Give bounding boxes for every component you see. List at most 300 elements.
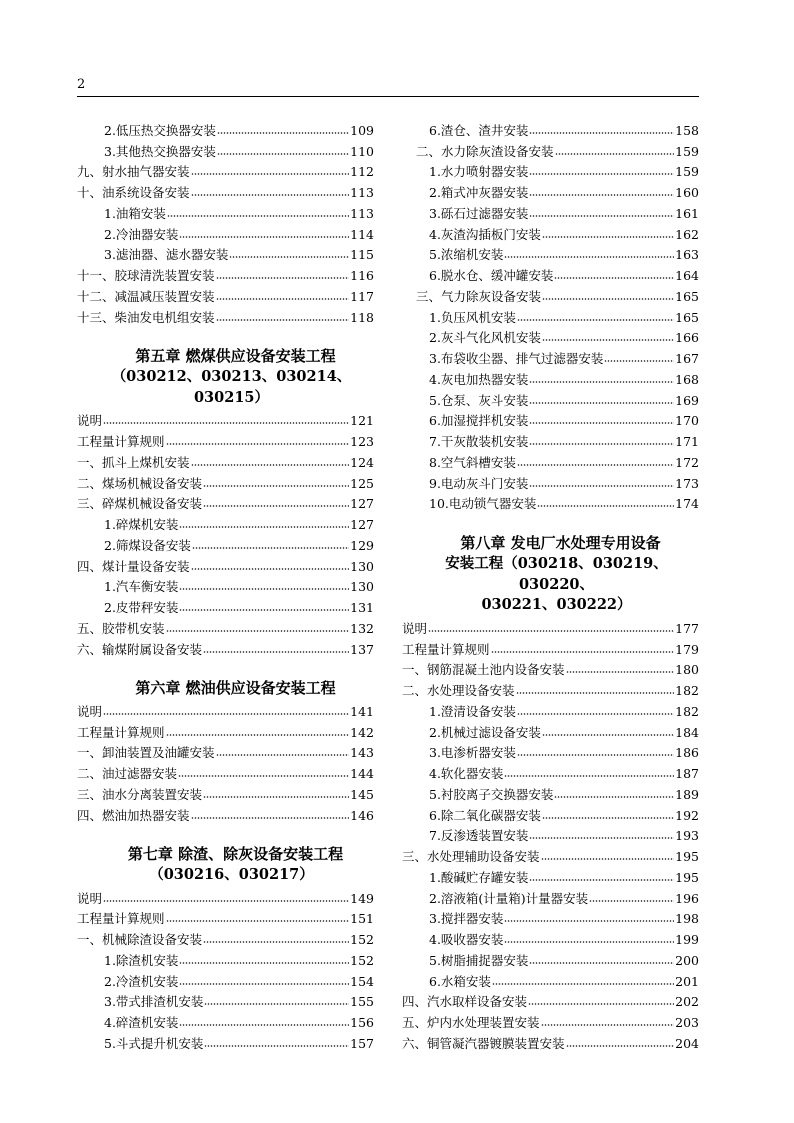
toc-entry[interactable] [77,595,374,616]
toc-entry-page-number: 166 [675,330,699,346]
header-rule [77,96,699,97]
toc-entry-title: 九、射水抽气器安装 [77,164,190,180]
dot-leader [203,650,349,654]
toc-entry-page-number: 196 [675,890,699,906]
toc-entry-page-number: 179 [675,641,699,657]
toc-entry-page-number: 121 [350,413,374,429]
dot-leader [217,131,349,135]
toc-entry[interactable] [77,222,374,243]
toc-entry[interactable] [402,284,699,305]
dot-leader [191,816,350,820]
toc-entry-page-number: 144 [350,766,374,781]
dot-leader [554,795,674,799]
toc-entry-title: 1.油箱安装 [104,205,166,221]
spacer [77,658,374,679]
toc-entry-title: 说明 [402,620,428,636]
dot-leader [529,131,674,135]
dot-leader [529,172,674,176]
toc-entry-page-number: 174 [675,496,699,512]
dot-leader [589,899,674,903]
toc-entry-title: 二、水处理设备安装 [402,683,515,698]
toc-entry[interactable] [77,492,374,513]
toc-entry-title: 3.滤油器、滤水器安装 [104,247,229,263]
toc-entry-page-number: 112 [350,164,374,180]
toc-entry-title: 2.冷油器安装 [104,226,179,242]
chapter-title: 第五章 燃煤供应设备安装工程 [135,347,336,366]
toc-entry[interactable] [402,450,699,471]
dot-leader [529,193,674,197]
toc-entry[interactable] [402,720,699,741]
chapter-title: 第八章 发电厂水处理专用设备 [460,534,661,552]
toc-entry-title: 一、抓斗上煤机安装 [77,454,190,470]
toc-entry-page-number: 137 [350,641,374,657]
toc-entry-page-number: 159 [675,143,699,159]
dot-leader [203,795,349,799]
dot-leader [529,878,674,882]
toc-entry-title: 一、卸油装置及油罐安装 [77,745,215,761]
toc-entry-title: 说明 [77,413,103,429]
toc-entry-title: 3.搅拌器安装 [429,911,504,927]
toc-entry-title: 三、水处理辅助设备安装 [402,849,540,864]
toc-entry-page-number: 125 [350,475,374,491]
toc-entry-page-number: 115 [350,247,374,263]
toc-entry-page-number: 169 [675,392,699,408]
toc-entry-title: 十一、胶球清洗装置安装 [77,268,215,283]
toc-entry-page-number: 201 [675,973,699,989]
toc-entry-title: 四、汽水取样设备安装 [402,994,528,1010]
toc-entry-page-number: 124 [350,454,374,470]
toc-entry-title: 4.碎渣机安装 [104,1015,179,1030]
toc-entry[interactable] [402,927,699,948]
toc-entry-page-number: 164 [675,268,699,283]
dot-leader [529,961,674,965]
toc-entry[interactable] [402,969,699,990]
dot-leader [504,774,674,778]
toc-entry-title: 2.皮带秤安装 [104,600,179,615]
toc-entry-page-number: 118 [350,309,374,325]
dot-leader [191,567,350,571]
toc-entry[interactable] [402,118,699,139]
toc-entry-title: 3.带式排渣机安装 [104,994,204,1010]
dot-leader [541,1023,675,1027]
toc-entry[interactable] [402,471,699,492]
dot-leader [491,650,675,654]
toc-entry-page-number: 130 [350,558,374,574]
toc-entry-page-number: 145 [350,786,374,802]
toc-entry-page-number: 184 [675,724,699,740]
toc-entry-page-number: 187 [675,766,699,781]
toc-entry-title: 工程量计算规则 [402,641,490,657]
dot-leader [179,235,349,239]
toc-entry[interactable] [402,844,699,865]
page-number: 2 [77,77,86,92]
toc-entry[interactable] [77,201,374,222]
toc-entry-title: 工程量计算规则 [77,911,165,927]
toc-entry[interactable] [77,927,374,948]
toc-entry-title: 1.水力喷射器安装 [429,164,529,180]
toc-entry[interactable] [402,388,699,409]
toc-entry-page-number: 116 [350,268,374,283]
toc-entry[interactable] [402,180,699,201]
toc-entry-title: 1.汽车衡安装 [104,579,179,595]
toc-entry-page-number: 159 [675,164,699,180]
toc-entry-page-number: 131 [350,600,374,615]
toc-entry-page-number: 127 [350,496,374,512]
dot-leader [166,733,350,737]
toc-entry-title: 1.碎煤机安装 [104,517,179,532]
chapter-subtitle: （030212、030213、030214、030215） [111,368,352,406]
toc-entry[interactable] [402,492,699,513]
spacer [77,326,374,347]
toc-entry[interactable] [402,201,699,222]
toc-entry-title: 6.水箱安装 [429,973,491,989]
toc-entry-page-number: 163 [675,247,699,263]
dot-leader [504,940,674,944]
dot-leader [179,982,349,986]
dot-leader [203,504,349,508]
toc-right-column [402,118,699,1052]
toc-entry-title: 1.澄清设备安装 [429,703,516,719]
toc-entry-title: 2.灰斗气化风机安装 [429,330,541,346]
toc-entry-title: 6.渣仓、渣井安装 [429,122,529,138]
toc-entry-page-number: 177 [675,620,699,636]
dot-leader [529,442,674,446]
toc-entry[interactable] [402,699,699,720]
toc-entry-title: 6.除二氧化碳器安装 [429,807,541,823]
toc-entry-page-number: 129 [350,537,374,553]
toc-entry[interactable] [77,284,374,305]
toc-entry-page-number: 161 [675,205,699,221]
toc-entry[interactable] [402,243,699,264]
dot-leader [542,235,674,239]
toc-entry[interactable] [77,575,374,596]
toc-entry[interactable] [77,699,374,720]
toc-entry-page-number: 110 [350,143,374,159]
toc-entry-page-number: 114 [350,226,374,242]
toc-entry[interactable] [402,803,699,824]
toc-entry[interactable] [77,616,374,637]
toc-entry[interactable] [77,761,374,782]
toc-entry[interactable] [402,907,699,928]
toc-entry-page-number: 199 [675,932,699,947]
toc-entry-page-number: 162 [675,226,699,242]
dot-leader [216,276,350,280]
toc-entry[interactable] [77,886,374,907]
toc-entry[interactable] [402,741,699,762]
toc-entry[interactable] [402,886,699,907]
dot-leader [191,172,350,176]
dot-leader [191,463,350,467]
toc-entry-page-number: 157 [350,1035,374,1051]
toc-entry-title: 7.干灰散装机安装 [429,434,529,449]
toc-entry-title: 7.反渗透装置安装 [429,828,529,844]
toc-entry[interactable] [402,160,699,181]
dot-leader [217,152,349,156]
toc-entry-title: 6.脱水仓、缓冲罐安装 [429,268,554,283]
toc-entry[interactable] [402,305,699,326]
toc-entry[interactable] [402,1010,699,1031]
dot-leader [216,318,350,322]
toc-entry-title: 2.箱式冲灰器安装 [429,185,529,200]
toc-entry[interactable] [77,554,374,575]
dot-leader [528,1002,674,1006]
toc-entry-title: 1.负压风机安装 [429,309,516,325]
toc-entry-page-number: 130 [350,579,374,595]
toc-entry-title: 十三、柴油发电机组安装 [77,309,215,325]
dot-leader [554,276,674,280]
dot-leader [529,380,674,384]
dot-leader [203,484,349,488]
toc-entry-title: 4.灰电加热器安装 [429,371,529,387]
toc-entry[interactable] [77,429,374,450]
dot-leader [529,421,674,425]
toc-entry-page-number: 132 [350,620,374,636]
toc-entry-page-number: 195 [675,849,699,864]
dot-leader [179,608,349,612]
toc-entry[interactable] [402,346,699,367]
toc-entry-page-number: 152 [350,952,374,968]
dot-leader [179,587,349,591]
toc-entry[interactable] [77,533,374,554]
toc-entry-page-number: 117 [350,288,374,304]
toc-entry-title: 五、胶带机安装 [77,620,165,636]
dot-leader [517,463,674,467]
toc-entry-title: 四、燃油加热器安装 [77,807,190,823]
toc-entry-title: 1.酸碱贮存罐安装 [429,869,529,885]
toc-entry[interactable] [77,118,374,139]
toc-entry[interactable] [402,782,699,803]
toc-entry-page-number: 142 [350,724,374,740]
toc-entry-page-number: 165 [675,288,699,304]
toc-entry-page-number: 109 [350,122,374,138]
toc-entry-page-number: 182 [675,703,699,719]
toc-entry-page-number: 165 [675,309,699,325]
toc-entry-title: 5.斗式提升机安装 [104,1035,204,1051]
dot-leader [204,1002,349,1006]
toc-entry-page-number: 198 [675,911,699,927]
toc-entry[interactable] [402,616,699,637]
toc-entry-title: 说明 [77,703,103,719]
toc-entry-title: 二、油过滤器安装 [77,766,178,781]
toc-entry-page-number: 172 [675,454,699,470]
toc-entry[interactable] [77,263,374,284]
toc-entry-page-number: 180 [675,662,699,678]
chapter-title: 第六章 燃油供应设备安装工程 [135,679,336,698]
dot-leader [504,255,674,259]
toc-entry-title: 十、油系统设备安装 [77,185,190,200]
toc-entry-title: 一、机械除渣设备安装 [77,932,203,947]
dot-leader [492,982,674,986]
toc-entry-page-number: 170 [675,413,699,429]
dot-leader [103,712,349,716]
dot-leader [537,504,674,508]
toc-entry[interactable] [402,948,699,969]
toc-entry[interactable] [402,263,699,284]
dot-leader [529,214,674,218]
toc-entry[interactable] [402,222,699,243]
toc-entry[interactable] [77,990,374,1011]
toc-entry-title: 2.机械过滤设备安装 [429,724,541,740]
toc-entry-title: 2.溶液箱(计量箱)计量器安装 [429,890,589,906]
toc-entry[interactable] [77,409,374,430]
toc-entry-title: 2.低压热交换器安装 [104,122,216,138]
toc-entry[interactable] [77,512,374,533]
toc-entry[interactable] [402,658,699,679]
toc-entry-title: 3.布袋收尘器、排气过滤器安装 [429,351,604,366]
toc-entry[interactable] [77,948,374,969]
toc-entry-page-number: 149 [350,890,374,906]
dot-leader [541,857,675,861]
toc-entry[interactable] [402,367,699,388]
dot-leader [229,255,349,259]
dot-leader [542,733,674,737]
toc-entry[interactable] [402,326,699,347]
dot-leader [166,442,350,446]
toc-entry[interactable] [77,720,374,741]
toc-entry[interactable] [402,637,699,658]
toc-entry[interactable] [77,305,374,326]
toc-entry-title: 3.电渗析器安装 [429,745,516,761]
dot-leader [566,1044,675,1048]
chapter-subtitle: 030221、030222） [481,596,632,614]
toc-entry-page-number: 160 [675,185,699,200]
toc-entry[interactable] [402,990,699,1011]
toc-entry[interactable] [77,637,374,658]
toc-entry[interactable] [77,450,374,471]
toc-entry[interactable] [77,782,374,803]
toc-entry[interactable] [77,180,374,201]
spacer [402,512,699,533]
dot-leader [542,338,674,342]
toc-entry-page-number: 113 [350,185,374,200]
dot-leader [529,484,674,488]
toc-entry-page-number: 193 [675,828,699,844]
dot-leader [517,753,674,757]
toc-entry-title: 三、碎煤机械设备安装 [77,496,203,512]
toc-entry[interactable] [402,139,699,160]
toc-entry-title: 1.除渣机安装 [104,952,179,968]
toc-entry-title: 三、油水分离装置安装 [77,786,203,802]
toc-entry-title: 5.仓泵、灰斗安装 [429,392,529,408]
toc-entry-title: 说明 [77,890,103,906]
toc-entry[interactable] [77,969,374,990]
dot-leader [103,421,349,425]
toc-entry[interactable] [402,761,699,782]
toc-entry-page-number: 156 [350,1015,374,1030]
toc-entry-title: 十二、减温减压装置安装 [77,288,215,304]
chapter-subtitle: （030216、030217） [149,866,314,883]
toc-entry-page-number: 171 [675,434,699,449]
toc-entry-page-number: 189 [675,786,699,802]
toc-left-column [77,118,374,1052]
dot-leader [529,401,674,405]
toc-entry[interactable] [77,1031,374,1052]
toc-entry-title: 工程量计算规则 [77,434,165,449]
dot-leader [517,318,674,322]
toc-entry[interactable] [77,243,374,264]
dot-leader [542,816,674,820]
toc-entry-title: 9.电动灰斗门安装 [429,475,529,491]
toc-entry-title: 2.冷渣机安装 [104,973,179,989]
toc-entry-title: 4.软化器安装 [429,766,504,781]
toc-entry[interactable] [77,139,374,160]
dot-leader [516,691,675,695]
toc-entry[interactable] [402,678,699,699]
toc-entry-title: 6.加湿搅拌机安装 [429,413,529,429]
toc-entry-title: 一、钢筋混凝土池内设备安装 [402,662,565,678]
toc-entry-page-number: 195 [675,869,699,885]
toc-entry-page-number: 173 [675,475,699,491]
toc-entry[interactable] [402,824,699,845]
toc-entry-page-number: 152 [350,932,374,947]
toc-entry[interactable] [402,429,699,450]
toc-entry-page-number: 158 [675,122,699,138]
dot-leader [179,1023,349,1027]
dot-leader [179,525,349,529]
dot-leader [529,836,674,840]
toc-entry[interactable] [77,1010,374,1031]
toc-entry-title: 三、气力除灰设备安装 [416,288,542,304]
dot-leader [179,961,349,965]
toc-entry[interactable] [77,741,374,762]
toc-entry-page-number: 143 [350,745,374,761]
toc-entry-title: 5.浓缩机安装 [429,247,504,263]
toc-entry[interactable] [77,907,374,928]
dot-leader [216,753,350,757]
toc-entry-title: 3.其他热交换器安装 [104,143,216,159]
toc-entry[interactable] [77,471,374,492]
toc-entry-title: 二、水力除灰渣设备安装 [416,143,554,159]
toc-entry-page-number: 154 [350,973,374,989]
toc-entry-page-number: 168 [675,371,699,387]
toc-entry-page-number: 204 [675,1035,699,1051]
dot-leader [203,940,349,944]
toc-entry-page-number: 141 [350,703,374,719]
dot-leader [178,774,349,778]
toc-entry-title: 四、煤计量设备安装 [77,558,190,574]
dot-leader [428,629,674,633]
dot-leader [604,359,674,363]
dot-leader [192,546,349,550]
toc-entry[interactable] [402,1031,699,1052]
toc-entry-page-number: 123 [350,434,374,449]
toc-entry-title: 5.树脂捕捉器安装 [429,952,529,968]
dot-leader [504,919,674,923]
toc-entry-page-number: 192 [675,807,699,823]
dot-leader [167,214,349,218]
toc-entry-title: 五、炉内水处理装置安装 [402,1015,540,1030]
toc-entry-page-number: 203 [675,1015,699,1030]
toc-entry[interactable] [77,803,374,824]
toc-entry-title: 5.衬胶离子交换器安装 [429,786,554,802]
toc-entry[interactable] [402,409,699,430]
toc-entry[interactable] [402,865,699,886]
toc-entry-title: 10.电动锁气器安装 [429,496,537,512]
chapter-subtitle: 安装工程（030218、030219、030220、 [445,554,668,593]
dot-leader [542,297,674,301]
chapter-title: 第七章 除渣、除灰设备安装工程 [127,845,344,864]
toc-entry-page-number: 200 [675,952,699,968]
toc-entry[interactable] [77,160,374,181]
toc-entry-title: 六、输煤附属设备安装 [77,641,203,657]
toc-entry-page-number: 167 [675,351,699,366]
toc-entry-page-number: 186 [675,745,699,761]
dot-leader [166,919,350,923]
toc-entry-title: 工程量计算规则 [77,724,165,740]
toc-entry-title: 4.吸收器安装 [429,932,504,947]
toc-entry-page-number: 182 [675,683,699,698]
toc-entry-title: 二、煤场机械设备安装 [77,475,203,491]
